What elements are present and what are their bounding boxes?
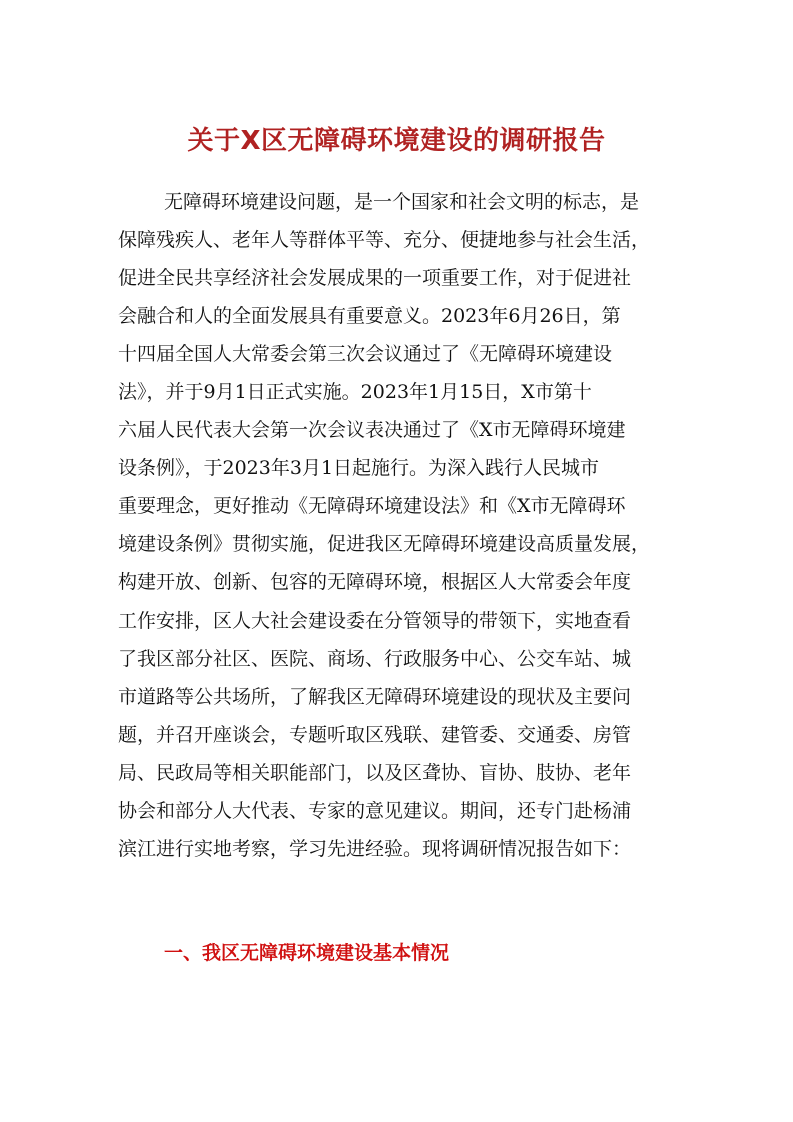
paragraph-line: 重要理念，更好推动《无障碍环境建设法》和《X市无障碍环 — [118, 495, 626, 518]
paragraph-line: 设条例》，于2023年3月1日起施行。为深入践行人民城市 — [118, 457, 600, 480]
paragraph-line: 滨江进行实地考察，学习先进经验。现将调研情况报告如下： — [118, 837, 632, 860]
paragraph-line: 市道路等公共场所，了解我区无障碍环境建设的现状及主要问 — [118, 685, 632, 708]
paragraph-line: 协会和部分人大代表、专家的意见建议。期间，还专门赴杨浦 — [118, 799, 632, 822]
paragraph-line: 局、民政局等相关职能部门，以及区聋协、盲协、肢协、老年 — [118, 761, 632, 784]
paragraph-line: 保障残疾人、老年人等群体平等、充分、便捷地参与社会生活， — [118, 229, 651, 252]
paragraph-line: 境建设条例》贯彻实施，促进我区无障碍环境建设高质量发展， — [118, 533, 651, 556]
paragraph-line: 六届人民代表大会第一次会议表决通过了《X市无障碍环境建 — [118, 419, 626, 442]
document-title: 关于X区无障碍环境建设的调研报告 — [187, 126, 606, 156]
paragraph-line: 会融合和人的全面发展具有重要意义。2023年6月26日，第 — [118, 305, 621, 328]
paragraph-line: 法》，并于9月1日正式实施。2023年1月15日，X市第十 — [118, 381, 592, 404]
paragraph-line: 促进全民共享经济社会发展成果的一项重要工作，对于促进社 — [118, 267, 632, 290]
body-paragraph — [118, 183, 678, 868]
paragraph-line: 构建开放、创新、包容的无障碍环境，根据区人大常委会年度 — [118, 571, 632, 594]
paragraph-line: 了我区部分社区、医院、商场、行政服务中心、公交车站、城 — [118, 647, 632, 670]
paragraph-line: 十四届全国人大常委会第三次会议通过了《无障碍环境建设 — [118, 343, 613, 366]
section-heading: 一、我区无障碍环境建设基本情况 — [164, 942, 450, 964]
paragraph-line: 无障碍环境建设问题，是一个国家和社会文明的标志，是 — [164, 191, 640, 213]
paragraph-line: 工作安排，区人大社会建设委在分管领导的带领下，实地查看 — [118, 609, 632, 632]
paragraph-line: 题，并召开座谈会，专题听取区残联、建管委、交通委、房管 — [118, 723, 632, 746]
